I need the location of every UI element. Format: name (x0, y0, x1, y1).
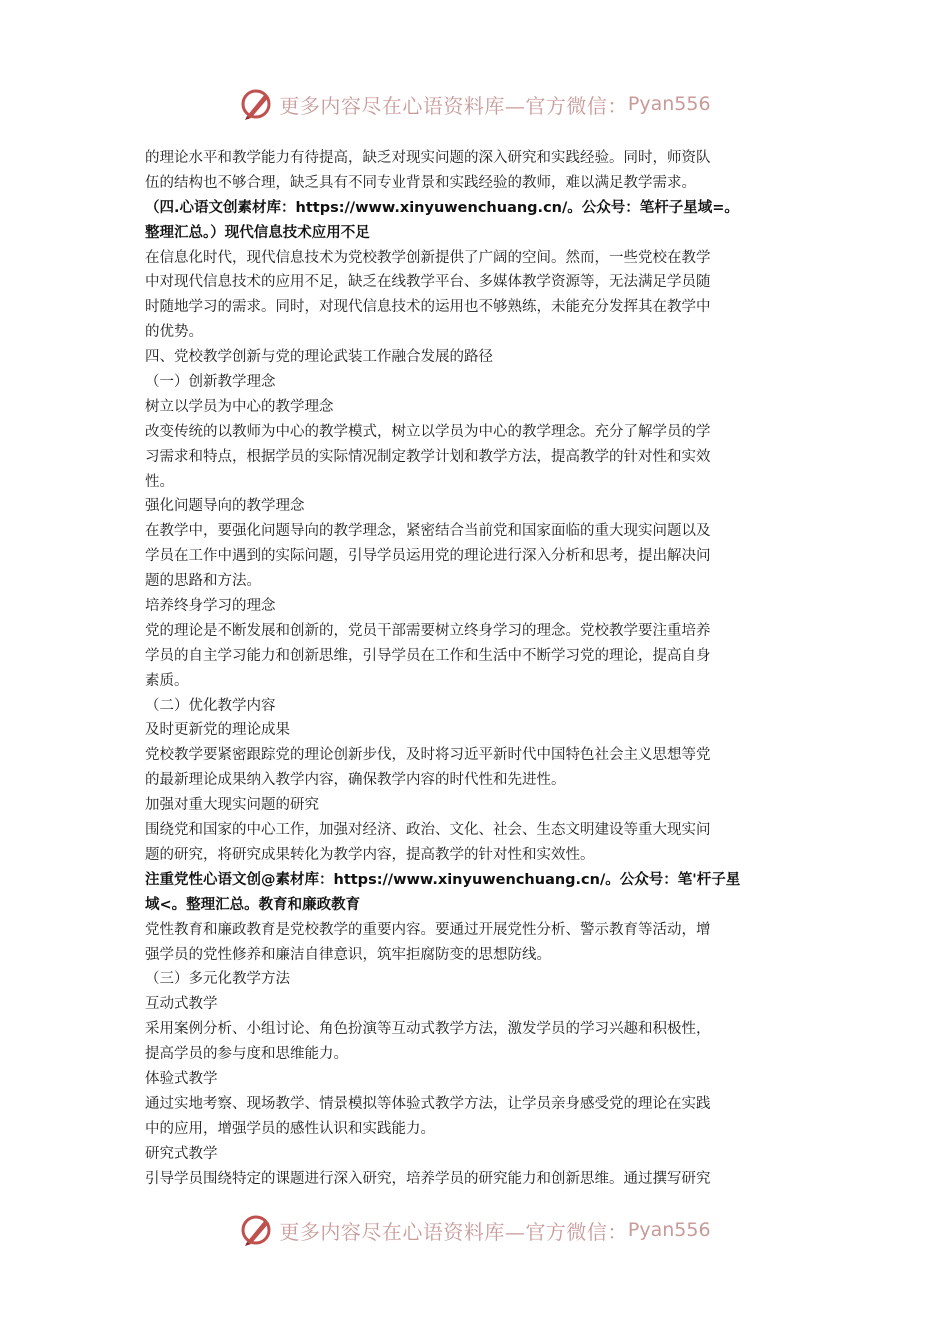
text-line: 改变传统的以教师为中心的教学模式，树立以学员为中心的教学理念。充分了解学员的学 (145, 423, 711, 440)
pen-logo-icon (239, 1212, 275, 1248)
text-line: 研究式教学 (145, 1145, 218, 1162)
watermark-text: 更多内容尽在心语资料库—官方微信： (279, 1219, 628, 1244)
text-line: 党的理论是不断发展和创新的，党员干部需要树立终身学习的理念。党校教学要注重培养 (145, 622, 711, 639)
text-line: 引导学员围绕特定的课题进行深入研究，培养学员的研究能力和创新思维。通过撰写研究 (145, 1170, 711, 1187)
text-line: 党性教育和廉政教育是党校教学的重要内容。要通过开展党性分析、警示教育等活动，增 (145, 921, 711, 938)
text-line: 素质。 (145, 672, 189, 689)
text-line: 强学员的党性修养和廉洁自律意识，筑牢拒腐防变的思想防线。 (145, 946, 551, 963)
text-line: 性。 (145, 473, 174, 490)
text-line: 党校教学要紧密跟踪党的理论创新步伐，及时将习近平新时代中国特色社会主义思想等党 (145, 747, 711, 764)
text-line: 通过实地考察、现场教学、情景模拟等体验式教学方法，让学员亲身感受党的理论在实践 (145, 1095, 711, 1112)
text-line: 习需求和特点，根据学员的实际情况制定教学计划和教学方法，提高教学的针对性和实效 (145, 448, 711, 465)
text-line: 题的研究，将研究成果转化为教学内容，提高教学的针对性和实效性。 (145, 846, 595, 863)
bold-line: （四.心语文创素材库：https://www.xinyuwenchuang.cn/。公众号：笔杆子星域=。 (145, 199, 739, 216)
text-line: 及时更新党的理论成果 (145, 722, 290, 739)
text-line: 的理论水平和教学能力有待提高，缺乏对现实问题的深入研究和实践经验。同时，师资队 (145, 150, 711, 166)
text-line: （二）优化教学内容 (145, 697, 276, 714)
text-line: 在教学中，要强化问题导向的教学理念，紧密结合当前党和国家面临的重大现实问题以及 (145, 523, 711, 540)
text-line: 学员在工作中遇到的实际问题，引导学员运用党的理论进行深入分析和思考，提出解决问 (145, 548, 711, 565)
bold-line: 注重党性心语文创@素材库：https://www.xinyuwenchuang.cn/。公众号：笔'杆子星 (145, 871, 741, 888)
text-line: （一）创新教学理念 (145, 374, 276, 391)
text-line: 强化问题导向的教学理念 (145, 498, 305, 515)
text-line: 伍的结构也不够合理，缺乏具有不同专业背景和实践经验的教师，难以满足教学需求。 (145, 174, 696, 191)
text-line: 采用案例分析、小组讨论、角色扮演等互动式教学方法，激发学员的学习兴趣和积极性， (145, 1021, 711, 1038)
bold-line: 域<。整理汇总。教育和廉政教育 (145, 896, 361, 913)
footer-watermark (0, 1210, 950, 1250)
pen-logo-icon (239, 86, 275, 122)
text-line: 体验式教学 (145, 1070, 218, 1087)
text-line: 中对现代信息技术的应用不足，缺乏在线教学平台、多媒体教学资源等，无法满足学员随 (145, 274, 711, 291)
text-line: 学员的自主学习能力和创新思维，引导学员在工作和生活中不断学习党的理论，提高自身 (145, 647, 711, 664)
header-watermark (0, 84, 950, 124)
text-line: 在信息化时代，现代信息技术为党校教学创新提供了广阔的空间。然而，一些党校在教学 (145, 249, 711, 266)
bold-line: 整理汇总。）现代信息技术应用不足 (145, 224, 370, 241)
text-line: 培养终身学习的理念 (145, 598, 276, 615)
text-line: 中的应用，增强学员的感性认识和实践能力。 (145, 1120, 435, 1137)
text-line: 的最新理论成果纳入教学内容，确保教学内容的时代性和先进性。 (145, 772, 566, 789)
text-line: 围绕党和国家的中心工作，加强对经济、政治、文化、社会、生态文明建设等重大现实问 (145, 822, 711, 839)
text-line: 四、党校教学创新与党的理论武装工作融合发展的路径 (145, 349, 493, 366)
text-line: 互动式教学 (145, 996, 218, 1013)
text-line: 树立以学员为中心的教学理念 (145, 398, 334, 415)
text-line: （三）多元化教学方法 (145, 971, 290, 988)
watermark-handle: Pyan556 (627, 93, 711, 115)
document-body (145, 146, 807, 1191)
text-line: 加强对重大现实问题的研究 (145, 797, 319, 814)
watermark-text: 更多内容尽在心语资料库—官方微信： (279, 93, 628, 118)
watermark-handle: Pyan556 (627, 1219, 711, 1241)
text-line: 的优势。 (145, 324, 203, 341)
text-line: 题的思路和方法。 (145, 573, 261, 590)
text-line: 时随地学习的需求。同时，对现代信息技术的运用也不够熟练，未能充分发挥其在教学中 (145, 299, 711, 316)
text-line: 提高学员的参与度和思维能力。 (145, 1046, 348, 1063)
